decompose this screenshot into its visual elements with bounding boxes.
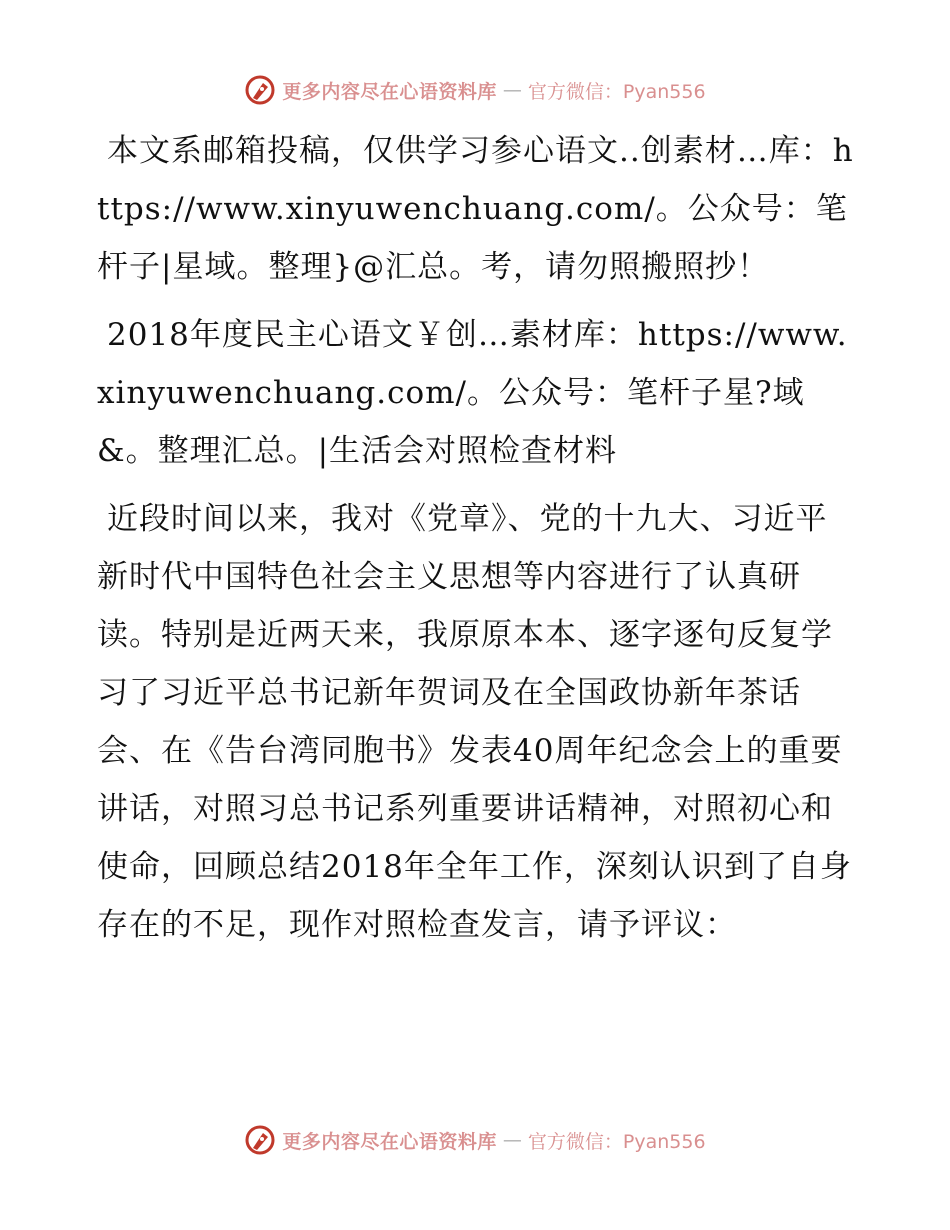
document-body [97,122,857,964]
footer-banner-dash: — [502,1129,522,1151]
banner-dash: — [502,79,522,101]
paragraph-disclaimer: 本文系邮箱投稿，仅供学习参心语文..创素材…库：https://www.xinyuwenchuang.com/。公众号：笔杆子|星域。整理}@汇总。考，请勿照搬照抄！ [97,133,854,285]
footer-banner [0,1122,950,1158]
header-banner-inner [244,74,705,106]
footer-banner-wechat: 官方微信：Pyan556 [527,1130,706,1153]
paragraph-title: 2018年度民主心语文￥创…素材库：https://www.xinyuwenchuang.com/。公众号：笔杆子星?域&。整理汇总。|生活会对照检查材料 [97,317,848,469]
pen-nib-logo-icon [244,74,276,106]
paragraph-body: 近段时间以来，我对《党章》、党的十九大、习近平新时代中国特色社会主义思想等内容进行了认真研读。特别是近两天来，我原原本本、逐字逐句反复学习了习近平总书记新年贺词及在全国政协新年茶话会、在《告台湾同胞书》发表40周年纪念会上的重要讲话，对照习总书记系列重要讲话精神，对照初心和使命，回顾总结2018年全年工作，深刻认识到了自身存在的不足，现作对照检查发言，请予评议： [97,501,852,943]
header-banner [0,72,950,108]
banner-wechat: 官方微信：Pyan556 [527,80,706,103]
pen-nib-logo-icon [244,1124,276,1156]
footer-banner-title: 更多内容尽在心语资料库 [282,1130,497,1153]
footer-banner-inner [244,1124,705,1156]
banner-title: 更多内容尽在心语资料库 [282,80,497,103]
